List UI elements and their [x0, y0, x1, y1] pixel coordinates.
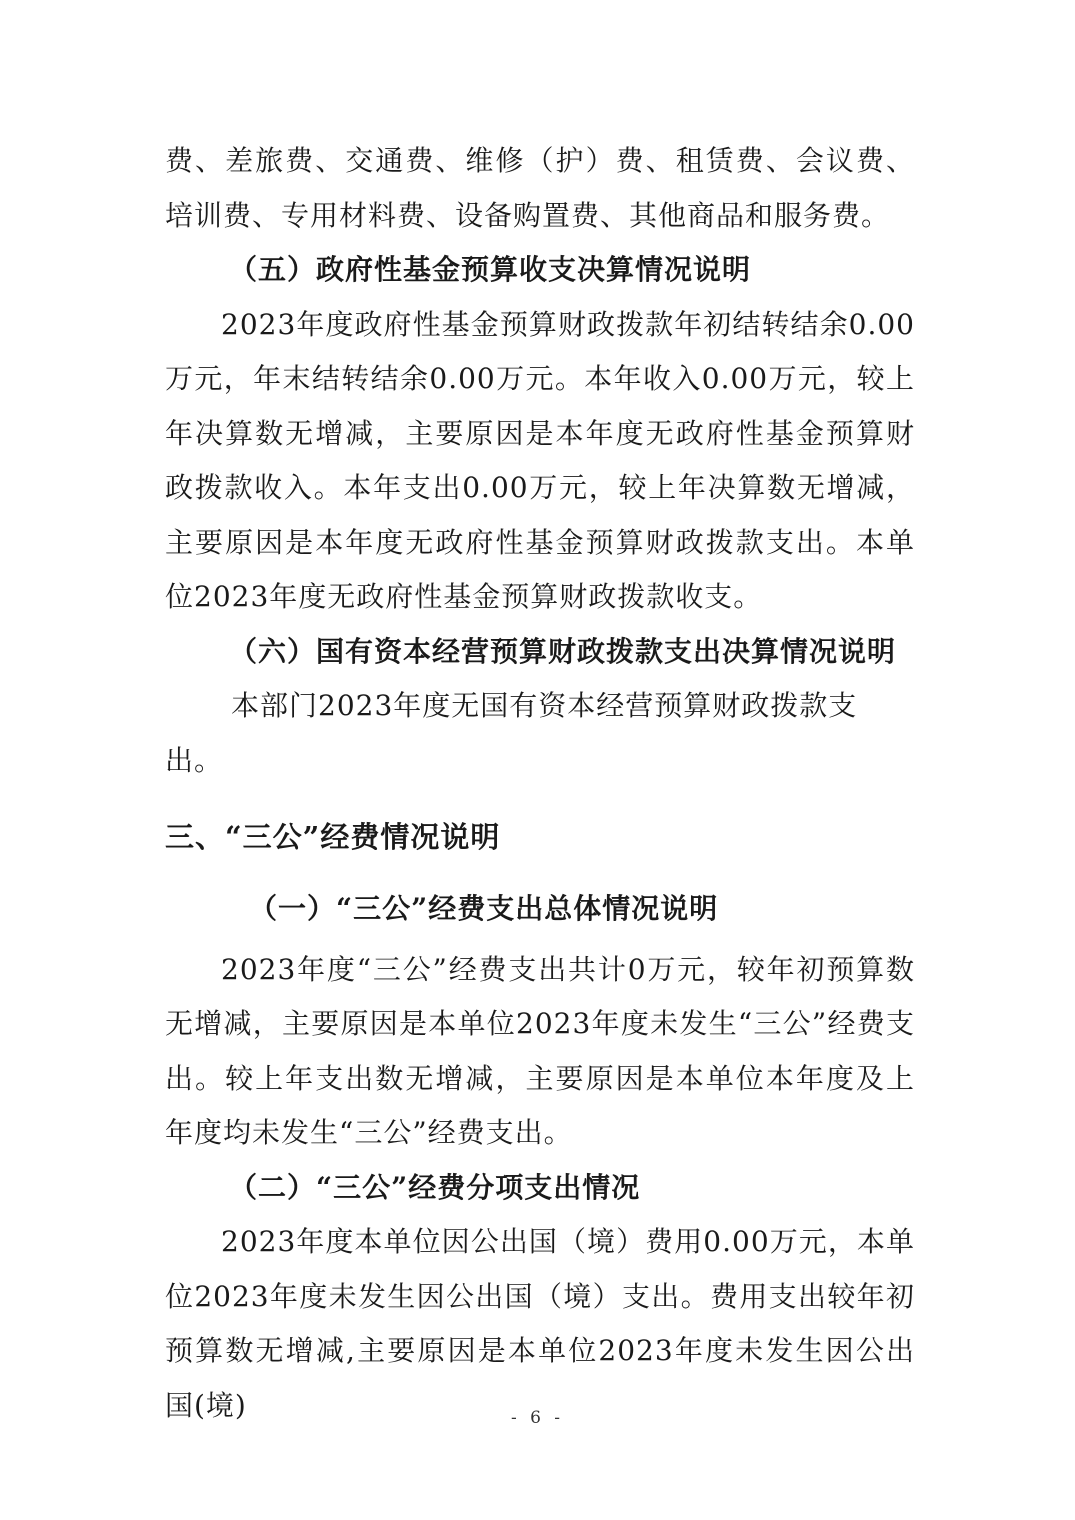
- heading-three-public-expenses: 三、“三公”经费情况说明: [165, 820, 501, 854]
- document-page: [165, 134, 915, 1433]
- paragraph-overall-expenses: 2023年度“三公”经费支出共计0万元，较年初预算数无增减，主要原因是本单位2023年度未发生“三公”经费支出。较上年支出数无增减，主要原因是本单位本年度及上年度均未发生“三公”经费支出。: [165, 952, 915, 1149]
- heading-state-capital: （六）国有资本经营预算财政拨款支出决算情况说明: [229, 634, 897, 668]
- paragraph-itemized-expenses: 2023年度本单位因公出国（境）费用0.00万元，本单位2023年度未发生因公出国（境）支出。费用支出较年初预算数无增减,主要原因是本单位2023年度未发生因公出国(境): [165, 1225, 915, 1422]
- heading-itemized-expenses: （二）“三公”经费分项支出情况: [229, 1170, 641, 1204]
- paragraph-expense-list: 费、差旅费、交通费、维修（护）费、租赁费、会议费、培训费、专用材料费、设备购置费、其他商品和服务费。: [165, 144, 915, 232]
- heading-government-fund: （五）政府性基金预算收支决算情况说明: [229, 253, 752, 286]
- page-number: - 6 -: [510, 1408, 565, 1428]
- heading-overall-expenses: （一）“三公”经费支出总体情况说明: [249, 892, 719, 925]
- paragraph-government-fund: 2023年度政府性基金预算财政拨款年初结转结余0.00万元，年末结转结余0.00万元。本年收入0.00万元，较上年决算数无增减，主要原因是本年度无政府性基金预算财政拨款收入。本年支出0.00万元，较上年决算数无增减，主要原因是本年度无政府性基金预算财政拨款支出。本单位2023年度无政府性基金预算财政拨款收支。: [165, 307, 915, 613]
- paragraph-state-capital: 本部门2023年度无国有资本经营预算财政拨款支出。: [165, 689, 858, 777]
